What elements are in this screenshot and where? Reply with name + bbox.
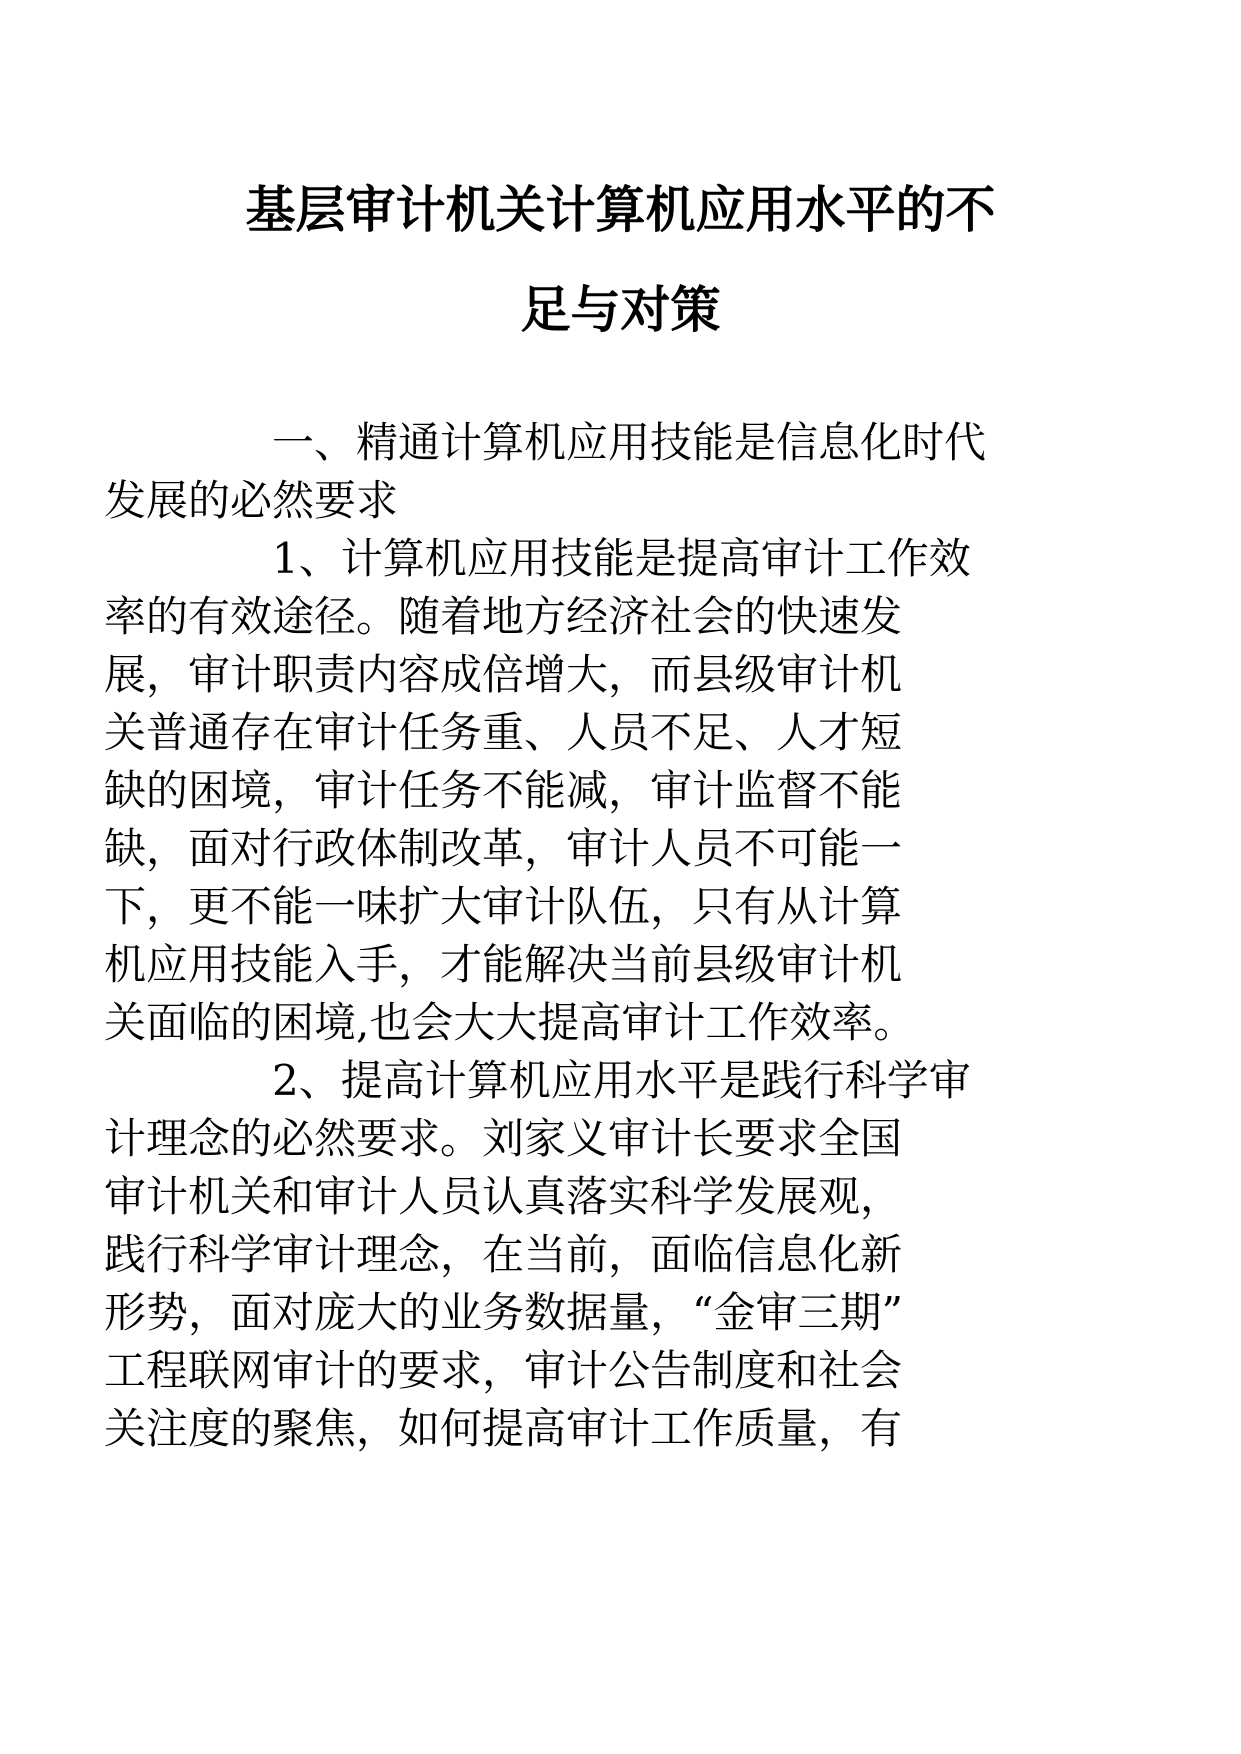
document-body — [104, 414, 1060, 1458]
document-title — [0, 160, 1241, 360]
text-line: 率的有效途径。随着地方经济社会的快速发 — [104, 592, 903, 641]
text-line: 发展的必然要求 — [104, 476, 399, 525]
text-line: 计理念的必然要求。刘家义审计长要求全国 — [104, 1114, 903, 1163]
title-line: 足与对策 — [520, 281, 721, 339]
text-line: 践行科学审计理念，在当前，面临信息化新 — [104, 1230, 903, 1279]
body-paragraph — [104, 530, 1060, 1052]
text-line: 1、计算机应用技能是提高审计工作效 — [272, 534, 971, 583]
section-heading-paragraph — [104, 414, 1060, 530]
text-line: 审计机关和审计人员认真落实科学发展观， — [104, 1172, 903, 1221]
text-line: 机应用技能入手，才能解决当前县级审计机 — [104, 940, 903, 989]
body-paragraph — [104, 1052, 1060, 1458]
text-line: 一、精通计算机应用技能是信息化时代 — [272, 418, 987, 467]
title-line: 基层审计机关计算机应用水平的不 — [245, 181, 996, 239]
text-line: 缺，面对行政体制改革，审计人员不可能一 — [104, 824, 903, 873]
text-line: 2、提高计算机应用水平是践行科学审 — [272, 1056, 971, 1105]
text-line: 关普通存在审计任务重、人员不足、人才短 — [104, 708, 903, 757]
text-line: 工程联网审计的要求，审计公告制度和社会 — [104, 1346, 903, 1395]
text-line: 形势，面对庞大的业务数据量，“金审三期” — [104, 1288, 903, 1337]
text-line: 关面临的困境,也会大大提高审计工作效率。 — [104, 998, 916, 1047]
text-line: 缺的困境，审计任务不能减，审计监督不能 — [104, 766, 903, 815]
text-line: 关注度的聚焦，如何提高审计工作质量，有 — [104, 1404, 903, 1453]
text-line: 展，审计职责内容成倍增大，而县级审计机 — [104, 650, 903, 699]
text-line: 下，更不能一味扩大审计队伍，只有从计算 — [104, 882, 903, 931]
